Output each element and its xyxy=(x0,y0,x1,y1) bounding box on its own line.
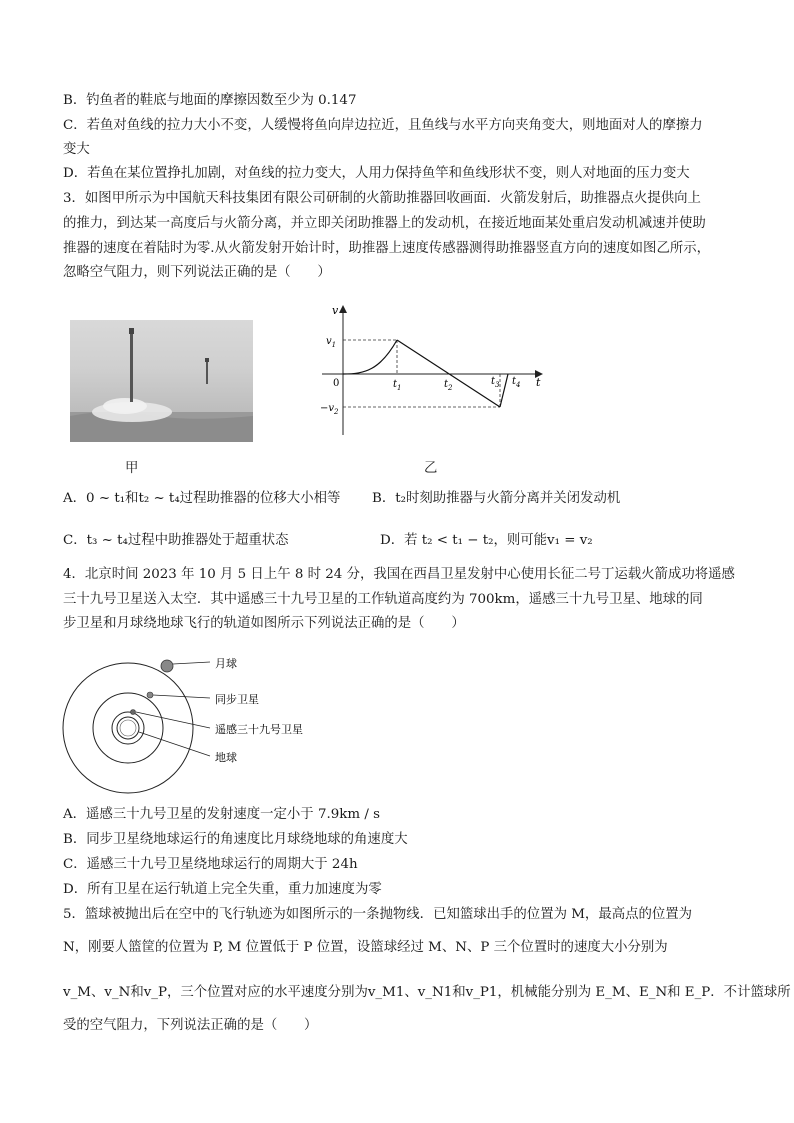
q3-option-d: D．若 t₂ < t₁ − t₂，则可能v₁ = v₂ xyxy=(380,533,593,548)
q3-option-a: A．0 ~ t₁和t₂ ~ t₄过程助推器的位移大小相等 xyxy=(63,491,341,506)
rocket-booster-photo xyxy=(70,320,253,442)
q4-stem-line3: 步卫星和月球绕地球飞行的轨道如图所示下列说法正确的是（ ） xyxy=(63,616,465,631)
svg-text:t3: $t_3$ xyxy=(491,376,500,389)
t-axis-label: t xyxy=(536,376,541,389)
geo-satellite-label: 同步卫星 xyxy=(215,693,259,706)
q4-option-d: D．所有卫星在运行轨道上完全失重，重力加速度为零 xyxy=(63,882,382,897)
q3-stem-line2: 的推力，到达某一高度后与火箭分离，并立即关闭助推器上的发动机，在接近地面某处重启发动机减速并使助 xyxy=(63,216,706,231)
q5-stem-line1: 5．篮球被抛出后在空中的飞行轨迹为如图所示的一条抛物线．已知篮球出手的位置为 M，最高点的位置为 xyxy=(63,907,693,922)
geo-orbit xyxy=(93,693,163,763)
decel-line xyxy=(500,374,508,407)
svg-text:t1: $t_1$ xyxy=(393,379,402,392)
q3-stem-line4: 忽略空气阻力，则下列说法正确的是（ ） xyxy=(63,265,331,280)
origin-label: 0 xyxy=(333,378,340,389)
q4-option-b: B．同步卫星绕地球运行的角速度比月球绕地球的角速度大 xyxy=(63,832,408,847)
moon-orbit xyxy=(63,663,193,793)
q3-option-b: B．t₂时刻助推器与火箭分离并关闭发动机 xyxy=(372,491,621,506)
q5-stem-line2: N，刚要人篮筐的位置为 P, M 位置低于 P 位置，设篮球经过 M、N、P 三个位置时的速度大小分别为 xyxy=(63,940,668,955)
q5-stem-line3: v_M、v_N和v_P，三个位置对应的水平速度分别为v_M1、v_N1和v_P1，机械能分别为 E_M、E_N和 E_P．不计篮球所 xyxy=(63,985,791,1000)
q2-option-c-line2: 变大 xyxy=(63,142,90,157)
figure-yi-caption: 乙 xyxy=(424,461,438,476)
v-axis-label: v xyxy=(332,304,339,317)
moon-label: 月球 xyxy=(215,657,237,670)
q2-option-d: D．若鱼在某位置挣扎加剧，对鱼线的拉力变大，人用力保持鱼竿和鱼线形状不变，则人对地面的压力变大 xyxy=(63,166,690,181)
velocity-time-graph xyxy=(310,300,550,440)
q4-stem-line1: 4．北京时间 2023 年 10 月 5 日上午 8 时 24 分，我国在西昌卫星发射中心使用长征二号丁运载火箭成功将遥感 xyxy=(63,567,735,582)
svg-text:t2: $t_2$ xyxy=(444,379,453,392)
svg-text:v1: $v_1$ xyxy=(326,336,337,349)
q2-option-c-line1: C．若鱼对鱼线的拉力大小不变，人缓慢将鱼向岸边拉近，且鱼线与水平方向夹角变大，则地面对人的摩擦力 xyxy=(63,118,703,133)
q4-stem-line2: 三十九号卫星送入太空．其中遥感三十九号卫星的工作轨道高度约为 700km，遥感三十九号卫星、地球的同 xyxy=(63,592,703,607)
q4-option-c: C．遥感三十九号卫星绕地球运行的周期大于 24h xyxy=(63,857,358,872)
accel-curve xyxy=(343,340,397,374)
figure-jia-caption: 甲 xyxy=(125,461,139,476)
q4-option-a: A．遥感三十九号卫星的发射速度一定小于 7.9km / s xyxy=(63,807,380,822)
yaogan-satellite xyxy=(131,710,136,715)
yaogan-satellite-label: 遥感三十九号卫星 xyxy=(215,723,303,736)
q3-option-c: C．t₃ ~ t₄过程中助推器处于超重状态 xyxy=(63,533,289,548)
q3-stem-line3: 推器的速度在着陆时为零.从火箭发射开始计时，助推器上速度传感器测得助推器竖直方向的速度如图乙所示， xyxy=(63,241,711,256)
q5-stem-line4: 受的空气阻力，下列说法正确的是（ ） xyxy=(63,1018,318,1033)
svg-text:t4: $t_4$ xyxy=(512,376,521,389)
orbit-diagram xyxy=(60,648,360,808)
geo-satellite xyxy=(147,692,153,698)
moon-body xyxy=(161,660,173,672)
earth-label: 地球 xyxy=(215,751,237,764)
svg-text:−v2: $-v_2$ xyxy=(320,403,339,416)
q3-stem-line1: 3．如图甲所示为中国航天科技集团有限公司研制的火箭助推器回收画面．火箭发射后，助推器点火提供向上 xyxy=(63,191,701,206)
q2-option-b: B．钓鱼者的鞋底与地面的摩擦因数至少为 0.147 xyxy=(63,93,357,108)
